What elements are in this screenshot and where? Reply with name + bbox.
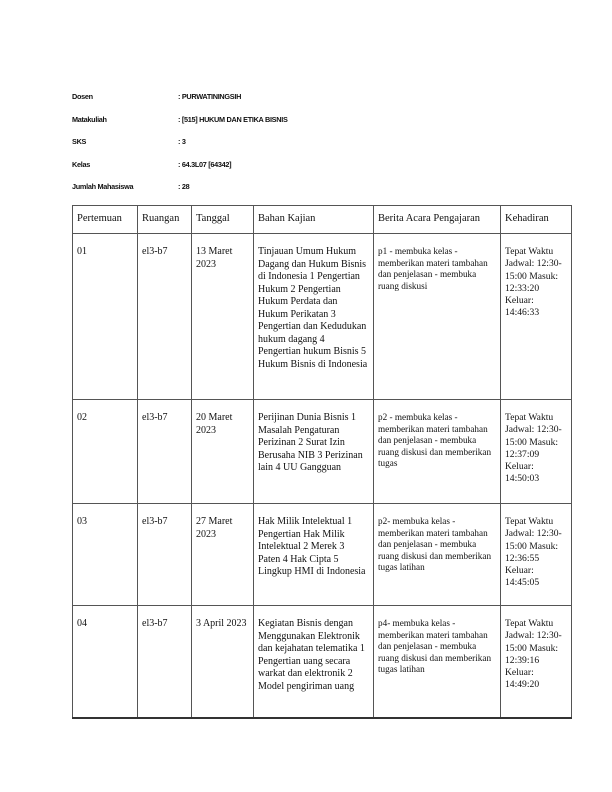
cell-berita-acara: p2 - membuka kelas - memberikan materi tambahan dan penjelasan - membuka ruang diskusi dan memberikan tugas [374,400,501,504]
info-value: : PURWATININGSIH [178,92,241,101]
cell-pertemuan: 02 [73,400,138,504]
cell-bahan-kajian: Hak Milik Intelektual 1 Pengertian Hak Milik Intelektual 2 Merek 3 Paten 4 Hak Cipta 5 Lingkup HMI di Indonesia [254,504,374,606]
header-pertemuan: Pertemuan [73,206,138,234]
header-ruangan: Ruangan [138,206,192,234]
cell-bahan-kajian: Kegiatan Bisnis dengan Menggunakan Elektronik dan kejahatan telematika 1 Pengertian uang secara warkat dan elektronik 2 Model pengiriman uang [254,606,374,719]
cell-ruangan: el3-b7 [138,234,192,400]
cell-kehadiran: Tepat Waktu Jadwal: 12:30-15:00 Masuk: 12:36:55 Keluar: 14:45:05 [501,504,572,606]
cell-berita-acara: p1 - membuka kelas - memberikan materi tambahan dan penjelasan - membuka ruang diskusi [374,234,501,400]
cell-berita-acara: p2- membuka kelas - memberikan materi tambahan dan penjelasan - membuka ruang diskusi dan memberikan tugas latihan [374,504,501,606]
cell-berita-acara: p4- membuka kelas - memberikan materi tambahan dan penjelasan - membuka ruang diskusi dan memberikan tugas latihan [374,606,501,719]
info-label: Jumlah Mahasiswa [72,182,134,191]
info-label: Kelas [72,159,90,169]
cell-ruangan: el3-b7 [138,606,192,719]
cell-kehadiran: Tepat Waktu Jadwal: 12:30-15:00 Masuk: 12:37:09 Keluar: 14:50:03 [501,400,572,504]
header-bahan-kajian: Bahan Kajian [254,206,374,234]
table-row [73,400,572,504]
cell-bahan-kajian: Tinjauan Umum Hukum Dagang dan Hukum Bisnis di Indonesia 1 Pengertian Hukum 2 Pengertian Hukum Perdata dan Hukum Perikatan 3 Pengertian dan Kedudukan hukum dagang 4 Pengertian hukum Bisnis 5 Hukum Bisnis di Indonesia [254,234,374,400]
table-header-row [73,206,572,234]
header-kehadiran: Kehadiran [501,206,572,234]
info-value: : 28 [178,182,189,191]
header-berita-acara: Berita Acara Pengajaran [374,206,501,234]
info-row-matakuliah [72,115,542,138]
cell-kehadiran: Tepat Waktu Jadwal: 12:30-15:00 Masuk: 12:39:16 Keluar: 14:49:20 [501,606,572,719]
info-value: : [515] HUKUM DAN ETIKA BISNIS [178,115,288,124]
table-row [73,234,572,400]
table-row [73,606,572,719]
cell-pertemuan: 01 [73,234,138,400]
cell-pertemuan: 03 [73,504,138,606]
info-row-dosen [72,92,542,115]
cell-tanggal: 27 Maret 2023 [192,504,254,606]
table-row [73,504,572,606]
cell-tanggal: 13 Maret 2023 [192,234,254,400]
cell-tanggal: 3 April 2023 [192,606,254,719]
info-label: SKS [72,137,87,146]
course-info [72,92,542,205]
info-row-sks [72,137,542,160]
header-tanggal: Tanggal [192,206,254,234]
cell-kehadiran: Tepat Waktu Jadwal: 12:30-15:00 Masuk: 12:33:20 Keluar: 14:46:33 [501,234,572,400]
cell-bahan-kajian: Perijinan Dunia Bisnis 1 Masalah Pengaturan Perizinan 2 Surat Izin Berusaha NIB 3 Perizinan lain 4 UU Gangguan [254,400,374,504]
info-label: Dosen [72,92,93,101]
cell-tanggal: 20 Maret 2023 [192,400,254,504]
cell-ruangan: el3-b7 [138,504,192,606]
info-value: : 3 [178,137,186,146]
info-label: Matakuliah [72,114,107,124]
info-row-jumlah-mahasiswa [72,182,542,205]
cell-pertemuan: 04 [73,606,138,719]
attendance-table [72,205,572,719]
cell-ruangan: el3-b7 [138,400,192,504]
info-value: : 64.3L07 [64342] [178,160,231,169]
info-row-kelas [72,160,542,183]
